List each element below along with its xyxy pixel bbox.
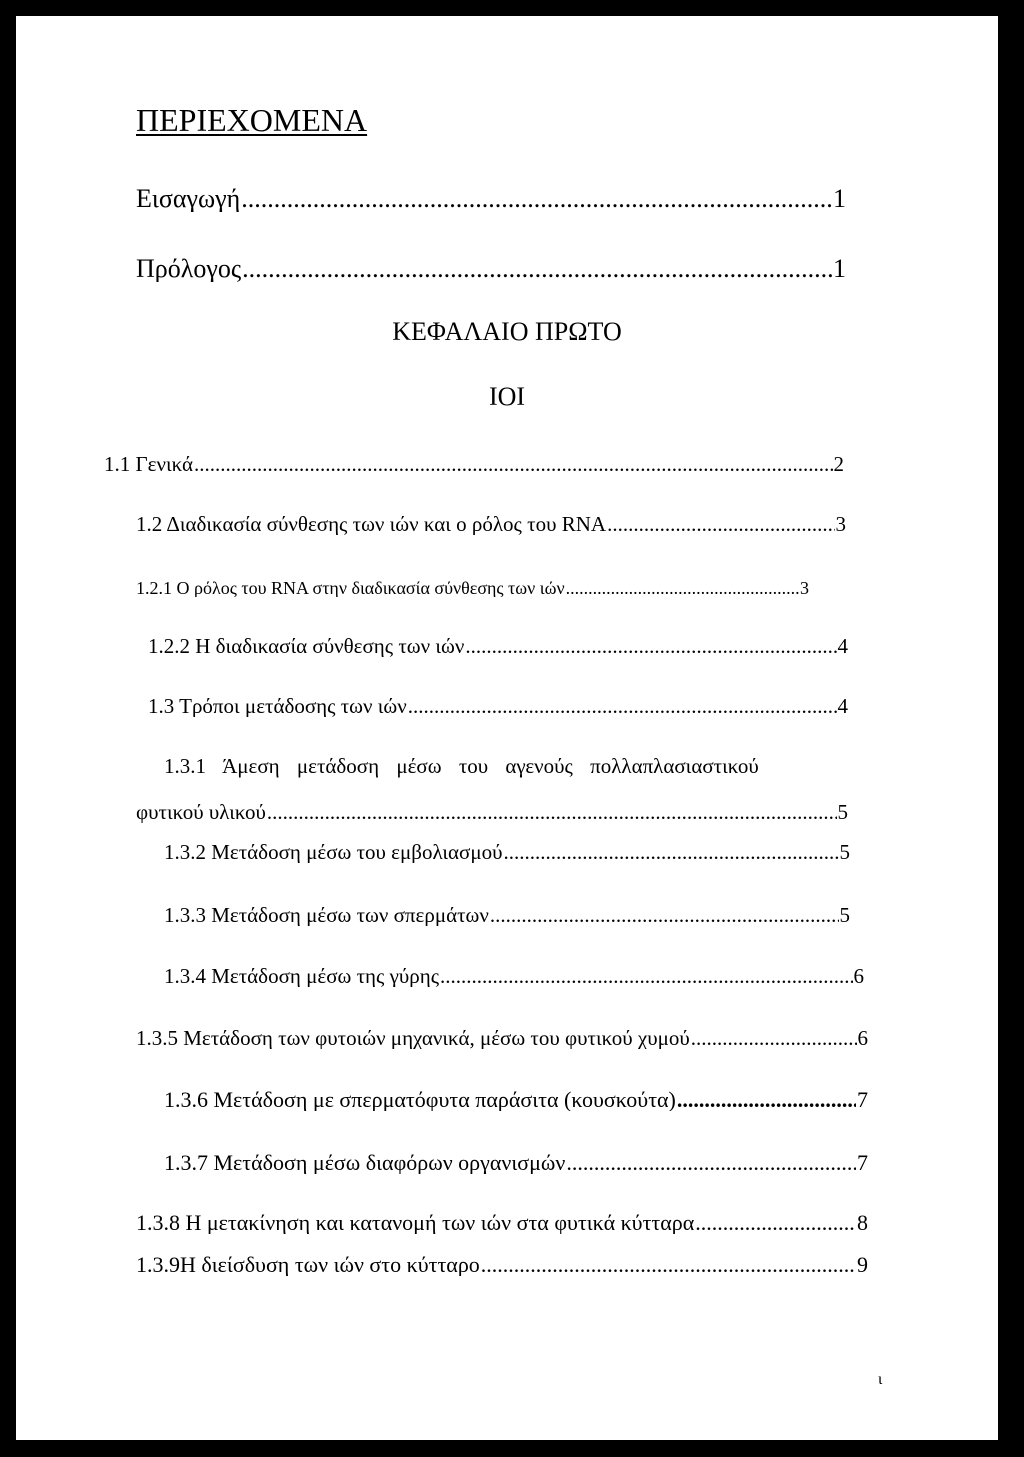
toc-entry xyxy=(136,802,848,823)
toc-leader-dots xyxy=(490,905,839,926)
toc-leader-dots xyxy=(481,1254,856,1276)
page-number: ι xyxy=(878,1371,883,1388)
toc-leader-dots xyxy=(242,256,832,282)
toc-entry-label: 1.3.2 Μετάδοση μέσω του εμβολιασμού xyxy=(164,842,503,863)
toc-entry xyxy=(164,966,864,987)
toc-entry-label: 1.2.1 Ο ρόλος του RNA στην διαδικασία σύνθεσης των ιών xyxy=(136,579,565,597)
chapter-subheading: ΙΟΙ xyxy=(488,382,526,411)
toc-leader-dots xyxy=(695,1212,856,1234)
toc-entry xyxy=(148,636,848,657)
toc-entry-prologue xyxy=(136,256,846,282)
toc-entry-intro xyxy=(136,186,846,212)
toc-entry-label: φυτικού υλικού xyxy=(136,802,266,823)
toc-entry xyxy=(164,1152,868,1174)
toc-entry-label: 1.3.6 Μετάδοση με σπερματόφυτα παράσιτα (κουσκούτα) xyxy=(164,1089,676,1111)
toc-entry-label: 1.2.2 Η διαδικασία σύνθεσης των ιών xyxy=(148,636,465,657)
toc-entry-label: 1.3.5 Μετάδοση των φυτοιών μηχανικά, μέσω του φυτικού χυμού xyxy=(136,1028,690,1049)
toc-leader-dots xyxy=(267,802,837,823)
toc-leader-dots xyxy=(691,1028,857,1049)
toc-entry-page: 5 xyxy=(837,802,848,823)
toc-leader-dots xyxy=(566,579,799,597)
toc-entry-label: 1.3.9Η διείσδυση των ιών στο κύτταρο xyxy=(136,1254,480,1276)
toc-entry-page: 6 xyxy=(857,1028,868,1049)
toc-leader-dots xyxy=(465,636,836,657)
toc-leader-dots xyxy=(408,696,837,717)
toc-leader-dots xyxy=(241,186,832,212)
toc-entry-page: 4 xyxy=(837,636,848,657)
toc-entry-label: Πρόλογος xyxy=(136,256,242,282)
toc-entry-label: 1.2 Διαδικασία σύνθεσης των ιών και ο ρόλος του RNA xyxy=(136,514,607,535)
toc-entry-page: 1 xyxy=(833,256,846,282)
toc-entry xyxy=(148,696,848,717)
toc-entry-page: 6 xyxy=(853,966,864,987)
toc-leader-dots xyxy=(607,514,834,535)
page-title: ΠΕΡΙΕΧΟΜΕΝΑ xyxy=(136,102,368,138)
toc-entry-label: 1.3.4 Μετάδοση μέσω της γύρης xyxy=(164,966,440,987)
toc-entry xyxy=(136,514,846,535)
toc-entry-page: 5 xyxy=(839,905,850,926)
toc-entry xyxy=(136,1212,868,1234)
toc-entry-label: 1.3 Τρόποι μετάδοσης των ιών xyxy=(148,696,407,717)
toc-entry-page: 2 xyxy=(833,454,844,475)
toc-entry xyxy=(164,1089,868,1111)
toc-entry-label: 1.3.8 Η μετακίνηση και κατανομή των ιών στα φυτικά κύτταρα xyxy=(136,1212,695,1234)
toc-entry-page: 9 xyxy=(857,1254,868,1276)
toc-entry-page: 3 xyxy=(835,514,846,535)
toc-entry xyxy=(136,1028,868,1049)
toc-entry-label: Εισαγωγή xyxy=(136,186,241,212)
toc-entry-page: 8 xyxy=(857,1212,868,1234)
toc-entry xyxy=(164,905,850,926)
toc-leader-dots xyxy=(194,454,832,475)
toc-leader-dots xyxy=(504,842,839,863)
toc-entry-label: 1.3.3 Μετάδοση μέσω των σπερμάτων xyxy=(164,905,489,926)
toc-entry xyxy=(164,842,850,863)
toc-entry xyxy=(104,454,844,475)
toc-entry-page: 5 xyxy=(839,842,850,863)
toc-leader-dots xyxy=(677,1089,856,1111)
document-page xyxy=(16,16,998,1440)
toc-entry-page: 7 xyxy=(857,1152,868,1174)
toc-entry-page: 4 xyxy=(837,696,848,717)
toc-entry xyxy=(136,1254,868,1276)
toc-entry-label: 1.3.7 Μετάδοση μέσω διαφόρων οργανισμών xyxy=(164,1152,566,1174)
toc-leader-dots xyxy=(566,1152,856,1174)
toc-leader-dots xyxy=(440,966,852,987)
toc-entry-label: 1.1 Γενικά xyxy=(104,454,194,475)
toc-entry-page: 1 xyxy=(833,186,846,212)
toc-entry-page: 7 xyxy=(857,1089,868,1111)
toc-entry-page: 3 xyxy=(800,579,809,597)
chapter-heading: ΚΕΦΑΛΑΙΟ ΠΡΩΤΟ xyxy=(392,317,622,346)
toc-entry-label: 1.3.1 Άμεση μετάδοση μέσω του αγενούς πολλαπλασιαστικού xyxy=(164,754,759,778)
toc-entry xyxy=(136,579,809,597)
